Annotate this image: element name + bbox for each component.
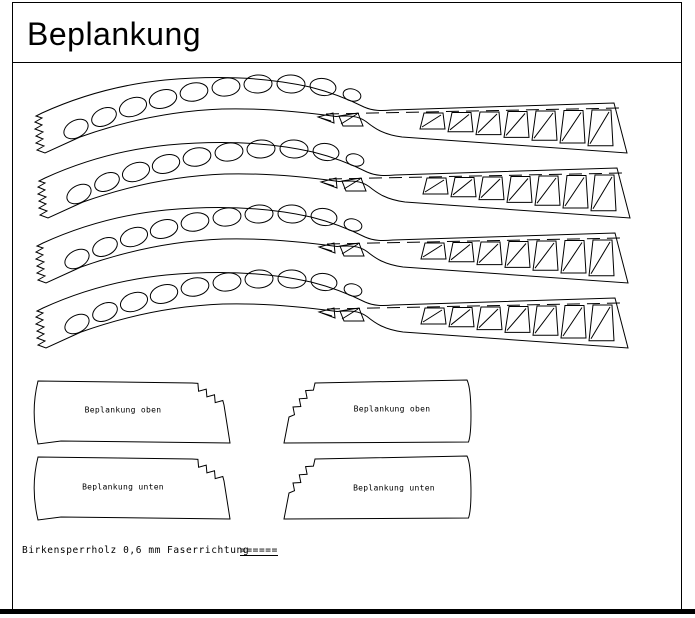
- grain-direction-label: Faserrichtung: [167, 545, 250, 556]
- page-title: Beplankung: [27, 16, 202, 52]
- page-border: [13, 3, 682, 611]
- material-note: Birkensperrholz 0,6 mm: [22, 545, 162, 556]
- panel-label-bottom-left: Beplankung unten: [82, 482, 164, 492]
- sidepart-1: [35, 74, 627, 153]
- sidepart-4: [36, 269, 628, 348]
- panel-label-top-left: Beplankung oben: [84, 405, 162, 415]
- panel-label-top-right: Beplankung oben: [353, 404, 431, 414]
- panel-label-bottom-right: Beplankung unten: [353, 483, 435, 493]
- grain-direction-symbol: ======: [240, 545, 278, 556]
- sidepart-2: [38, 139, 630, 218]
- bottom-edge-bar: [0, 609, 695, 614]
- sidepart-3: [36, 204, 628, 283]
